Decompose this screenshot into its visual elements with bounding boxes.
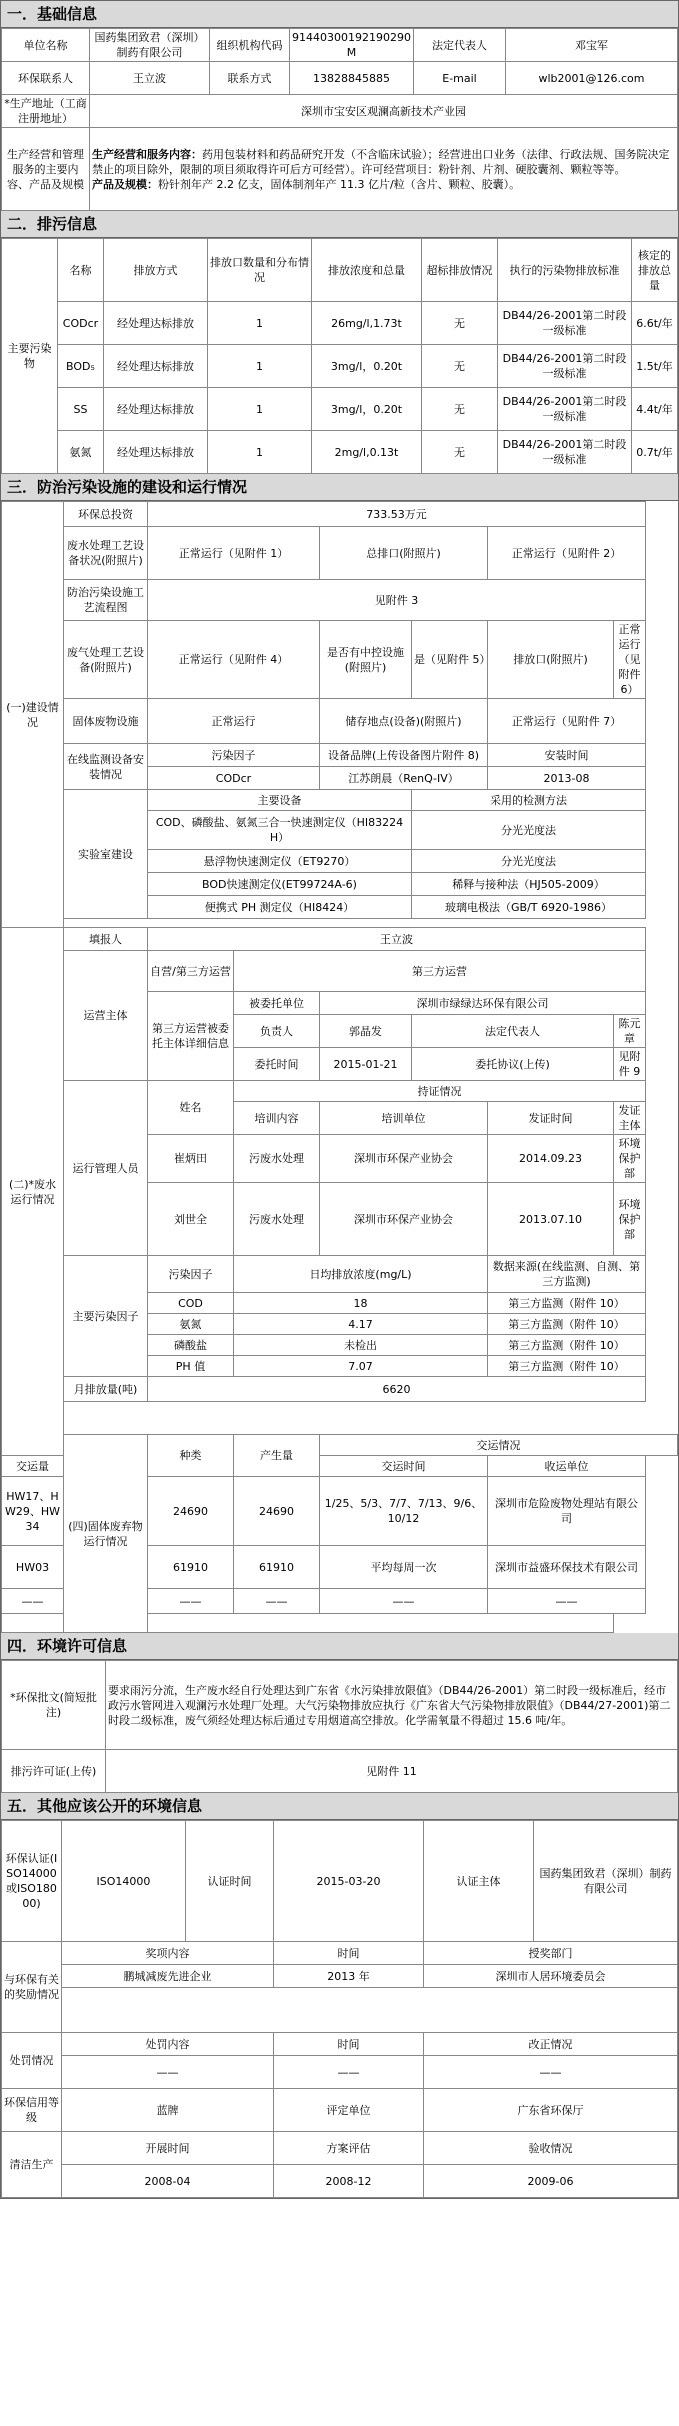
sw-ttime: —— xyxy=(320,1589,488,1614)
lab-device: BOD快速测定仪(ET99724A-6) xyxy=(148,873,412,896)
credit-label: 环保信用等级 xyxy=(2,2089,62,2132)
penalty-content: —— xyxy=(62,2056,274,2089)
self-label: 自营/第三方运营 xyxy=(148,951,234,992)
staff-label: 运行管理人员 xyxy=(64,1081,148,1256)
award-col-content: 奖项内容 xyxy=(62,1942,274,1965)
sw-receiver: 深圳市益盛环保技术有限公司 xyxy=(488,1546,646,1589)
emission-mode: 经处理达标排放 xyxy=(104,302,208,345)
filler-label: 填报人 xyxy=(64,928,148,951)
sw-col-kind: 种类 xyxy=(148,1435,234,1477)
clean-label: 清洁生产 xyxy=(2,2132,62,2198)
clean-col-eval: 方案评估 xyxy=(274,2132,424,2165)
section-5-title: 五．其他应该公开的环境信息 xyxy=(1,1793,678,1820)
agreement-value: 见附件 9 xyxy=(614,1048,646,1081)
rep-value: 陈元章 xyxy=(614,1015,646,1048)
construction-group-label: (一)建设情况 xyxy=(2,502,64,928)
exhaust-outlet-status: 正常运行（见附件 6） xyxy=(614,621,646,699)
entrust-time-value: 2015-01-21 xyxy=(320,1048,412,1081)
sw-col-amount: 产生量 xyxy=(234,1435,320,1477)
business-content-heading: 生产经营和服务内容： xyxy=(92,147,202,161)
tel-value: 13828845885 xyxy=(290,62,414,95)
penalty-time: —— xyxy=(274,2056,424,2089)
cert-col-content: 培训内容 xyxy=(234,1102,320,1135)
lab-method: 稀释与接种法（HJ505-2009） xyxy=(412,873,646,896)
storage-label: 储存地点(设备)(附照片) xyxy=(320,699,488,744)
poll-source: 第三方监测（附件 10） xyxy=(488,1335,646,1356)
penalty-fix: —— xyxy=(424,2056,678,2089)
poll-col-factor: 污染因子 xyxy=(148,1256,234,1293)
table-row xyxy=(2,302,678,345)
flow-label: 防治污染设施工艺流程图 xyxy=(64,580,148,621)
monthly-value: 6620 xyxy=(148,1377,646,1402)
poll-conc: 7.07 xyxy=(234,1356,488,1377)
poll-label: 主要污染因子 xyxy=(64,1256,148,1377)
monthly-label: 月排放量(吨) xyxy=(64,1377,148,1402)
wastewater-label: 废水处理工艺设备状况(附照片) xyxy=(64,527,148,580)
sw-kind: HW17、HW29、HW34 xyxy=(2,1477,64,1546)
penalty-col-content: 处罚内容 xyxy=(62,2033,274,2056)
clean-start: 2008-04 xyxy=(62,2165,274,2198)
lab-col-method: 采用的检测方法 xyxy=(412,790,646,811)
emission-mode: 经处理达标排放 xyxy=(104,345,208,388)
credit-unit-label: 评定单位 xyxy=(274,2089,424,2132)
approved-total: 0.7t/年 xyxy=(632,431,678,474)
poll-col-conc: 日均排放浓度(mg/L) xyxy=(234,1256,488,1293)
col-over: 超标排放情况 xyxy=(422,239,498,302)
staff-name: 崔炳田 xyxy=(148,1135,234,1183)
poll-source: 第三方监测（附件 10） xyxy=(488,1356,646,1377)
pollutant-name: CODcr xyxy=(58,302,104,345)
monitor-brand: 江苏朗晨（RenQ-IV） xyxy=(320,767,488,790)
eia-text: 要求雨污分流，生产废水经自行处理达到广东省《水污染排放限值》（DB44/26-2001）第二时段一级标准后，经市政污水管网进入观澜污水处理厂处理。大气污染物排放应执行《广东省大气污染物排放限值》（DB44/27-2001)第二时段二级标准，废气须经处理达标后通过专用烟道高空排放。化学需氧量不得超过 15.6 吨/年。 xyxy=(106,1661,678,1750)
col-name: 名称 xyxy=(58,239,104,302)
main-pollutant-label: 主要污染物 xyxy=(2,239,58,474)
poll-conc: 4.17 xyxy=(234,1314,488,1335)
cert-time-label: 认证时间 xyxy=(186,1821,274,1942)
staff-unit: 深圳市环保产业协会 xyxy=(320,1135,488,1183)
agreement-label: 委托协议(上传) xyxy=(412,1048,614,1081)
clean-eval: 2008-12 xyxy=(274,2165,424,2198)
facility-table xyxy=(1,501,678,1633)
cert-label: 持证情况 xyxy=(234,1081,646,1102)
staff-content: 污废水处理 xyxy=(234,1183,320,1256)
approved-total: 1.5t/年 xyxy=(632,345,678,388)
operator-label: 运营主体 xyxy=(64,951,148,1081)
award-col-time: 时间 xyxy=(274,1942,424,1965)
storage-status: 正常运行（见附件 7） xyxy=(488,699,646,744)
exhaust-outlet-label: 排放口(附照片) xyxy=(488,621,614,699)
org-value: 91440300192190290M xyxy=(290,29,414,62)
approved-total: 6.6t/年 xyxy=(632,302,678,345)
env-contact-value: 王立波 xyxy=(90,62,210,95)
poll-conc: 18 xyxy=(234,1293,488,1314)
sw-kind: —— xyxy=(2,1589,64,1614)
sw-amount: 24690 xyxy=(148,1477,234,1546)
section-4-title: 四．环境许可信息 xyxy=(1,1633,678,1660)
credit-unit: 广东省环保厅 xyxy=(424,2089,678,2132)
central-control-value: 是（见附件 5） xyxy=(412,621,488,699)
outlet-count: 1 xyxy=(208,345,312,388)
staff-name: 刘世全 xyxy=(148,1183,234,1256)
business-content-text: 药用包装材料和药品研究开发（不含临床试验）；经营进出口业务（法律、行政法规、国务院决定禁止的项目除外，限制的项目须取得许可后方可经营）。许可经营项目：粉针剂、片剂、硬胶囊剂、颗粒等等。 xyxy=(92,147,670,176)
emission-mode: 经处理达标排放 xyxy=(104,388,208,431)
monitor-time: 2013-08 xyxy=(488,767,646,790)
poll-factor: COD xyxy=(148,1293,234,1314)
person-label: 负责人 xyxy=(234,1015,320,1048)
award-label: 与环保有关的奖励情况 xyxy=(2,1942,62,2033)
credit-value: 蓝牌 xyxy=(62,2089,274,2132)
wastewater-status: 正常运行（见附件 1） xyxy=(148,527,320,580)
solid-waste-group-label: (四)固体废弃物运行情况 xyxy=(64,1435,148,1633)
concentration: 2mg/l,0.13t xyxy=(312,431,422,474)
over-limit: 无 xyxy=(422,345,498,388)
unit-value: 国药集团致君（深圳）制药有限公司 xyxy=(90,29,210,62)
sw-tamount: 61910 xyxy=(234,1546,320,1589)
invest-label: 环保总投资 xyxy=(64,502,148,527)
concentration: 26mg/l,1.73t xyxy=(312,302,422,345)
third-party-label: 第三方运营被委托主体详细信息 xyxy=(148,992,234,1081)
penalty-label: 处罚情况 xyxy=(2,2033,62,2089)
central-control-label: 是否有中控设施(附照片) xyxy=(320,621,412,699)
exhaust-status: 正常运行（见附件 4） xyxy=(148,621,320,699)
outlet-count: 1 xyxy=(208,388,312,431)
emission-table xyxy=(1,238,678,474)
main-outlet-label: 总排口(附照片) xyxy=(320,527,488,580)
business-value xyxy=(90,128,678,211)
sw-col-transport: 交运情况 xyxy=(320,1435,678,1456)
section-1-title: 一．基础信息 xyxy=(1,1,678,28)
staff-content: 污废水处理 xyxy=(234,1135,320,1183)
outlet-count: 1 xyxy=(208,431,312,474)
award-time: 2013 年 xyxy=(274,1965,424,1988)
monitor-col-factor: 污染因子 xyxy=(148,744,320,767)
sw-col-receiver: 收运单位 xyxy=(488,1456,646,1477)
cert-body: 国药集团致君（深圳）制药有限公司 xyxy=(534,1821,678,1942)
lab-method: 分光光度法 xyxy=(412,850,646,873)
address-label: *生产地址（工商注册地址） xyxy=(2,95,90,128)
address-value: 深圳市宝安区观澜高新技术产业园 xyxy=(90,95,678,128)
col-total: 核定的排放总量 xyxy=(632,239,678,302)
poll-source: 第三方监测（附件 10） xyxy=(488,1293,646,1314)
pollutant-name: 氨氮 xyxy=(58,431,104,474)
permit-label: 排污许可证(上传) xyxy=(2,1750,106,1793)
self-value: 第三方运营 xyxy=(234,951,646,992)
award-content: 鹏城减废先进企业 xyxy=(62,1965,274,1988)
person-value: 郭晶发 xyxy=(320,1015,412,1048)
over-limit: 无 xyxy=(422,431,498,474)
monitor-col-brand: 设备品牌(上传设备图片附件 8) xyxy=(320,744,488,767)
monitor-col-time: 安装时间 xyxy=(488,744,646,767)
poll-factor: 氨氮 xyxy=(148,1314,234,1335)
permit-value: 见附件 11 xyxy=(106,1750,678,1793)
approved-total: 4.4t/年 xyxy=(632,388,678,431)
rep-label: 法定代表人 xyxy=(412,1015,614,1048)
cert-label: 环保认证(ISO14000或ISO18000) xyxy=(2,1821,62,1942)
award-dept: 深圳市人居环境委员会 xyxy=(424,1965,678,1988)
sw-tamount: —— xyxy=(234,1589,320,1614)
basic-info-table xyxy=(1,28,678,211)
standard: DB44/26-2001第二时段一级标准 xyxy=(498,345,632,388)
lab-method: 玻璃电极法（GB/T 6920-1986） xyxy=(412,896,646,919)
sw-kind: HW03 xyxy=(2,1546,64,1589)
exhaust-label: 废气处理工艺设备(附照片) xyxy=(64,621,148,699)
over-limit: 无 xyxy=(422,388,498,431)
col-std: 执行的污染物排放标准 xyxy=(498,239,632,302)
table-row xyxy=(2,431,678,474)
sw-col-tamount: 交运量 xyxy=(2,1456,64,1477)
pollutant-name: SS xyxy=(58,388,104,431)
operation-group-label: (二)*废水运行情况 xyxy=(2,928,64,1456)
org-label: 组织机构代码 xyxy=(210,29,290,62)
staff-issuer: 环境保护部 xyxy=(614,1135,646,1183)
tel-label: 联系方式 xyxy=(210,62,290,95)
entrusted-value: 深圳市绿绿达环保有限公司 xyxy=(320,992,646,1015)
col-mode: 排放方式 xyxy=(104,239,208,302)
col-count: 排放口数量和分布情况 xyxy=(208,239,312,302)
unit-label: 单位名称 xyxy=(2,29,90,62)
business-label: 生产经营和管理服务的主要内容、产品及规模 xyxy=(2,128,90,211)
poll-conc: 未检出 xyxy=(234,1335,488,1356)
staff-name-label: 姓名 xyxy=(148,1081,234,1135)
staff-issuer: 环境保护部 xyxy=(614,1183,646,1256)
email-label: E-mail xyxy=(414,62,506,95)
cert-body-label: 认证主体 xyxy=(424,1821,534,1942)
poll-col-source: 数据来源(在线监测、自测、第三方监测) xyxy=(488,1256,646,1293)
penalty-col-time: 时间 xyxy=(274,2033,424,2056)
sw-col-ttime: 交运时间 xyxy=(320,1456,488,1477)
entrusted-label: 被委托单位 xyxy=(234,992,320,1015)
section-3-title: 三．防治污染设施的建设和运行情况 xyxy=(1,474,678,501)
cert-col-unit: 培训单位 xyxy=(320,1102,488,1135)
concentration: 3mg/l，0.20t xyxy=(312,345,422,388)
main-outlet-status: 正常运行（见附件 2） xyxy=(488,527,646,580)
col-conc: 排放浓度和总量 xyxy=(312,239,422,302)
permit-table xyxy=(1,1660,678,1793)
solid-status: 正常运行 xyxy=(148,699,320,744)
clean-accept: 2009-06 xyxy=(424,2165,678,2198)
lab-device: 便携式 PH 测定仪（HI8424） xyxy=(148,896,412,919)
award-col-dept: 授奖部门 xyxy=(424,1942,678,1965)
standard: DB44/26-2001第二时段一级标准 xyxy=(498,388,632,431)
table-row xyxy=(2,388,678,431)
invest-value: 733.53万元 xyxy=(148,502,646,527)
concentration: 3mg/l，0.20t xyxy=(312,388,422,431)
staff-date: 2013.07.10 xyxy=(488,1183,614,1256)
table-row xyxy=(2,345,678,388)
products-text: 粉针剂年产 2.2 亿支，固体制剂年产 11.3 亿片/粒（含片、颗粒、胶囊）。 xyxy=(158,177,521,191)
poll-factor: PH 值 xyxy=(148,1356,234,1377)
solid-label: 固体废物设施 xyxy=(64,699,148,744)
standard: DB44/26-2001第二时段一级标准 xyxy=(498,431,632,474)
over-limit: 无 xyxy=(422,302,498,345)
standard: DB44/26-2001第二时段一级标准 xyxy=(498,302,632,345)
sw-amount: 61910 xyxy=(148,1546,234,1589)
flow-value: 见附件 3 xyxy=(148,580,646,621)
section-2-title: 二．排污信息 xyxy=(1,211,678,238)
sw-amount: —— xyxy=(148,1589,234,1614)
eia-label: *环保批文(简短批注) xyxy=(2,1661,106,1750)
staff-date: 2014.09.23 xyxy=(488,1135,614,1183)
lab-label: 实验室建设 xyxy=(64,790,148,919)
lab-device: 悬浮物快速测定仪（ET9270） xyxy=(148,850,412,873)
monitor-label: 在线监测设备安装情况 xyxy=(64,744,148,790)
entrust-time-label: 委托时间 xyxy=(234,1048,320,1081)
pollutant-name: BOD₅ xyxy=(58,345,104,388)
sw-ttime: 1/25、5/3、7/7、7/13、9/6、10/12 xyxy=(320,1477,488,1546)
sw-tamount: 24690 xyxy=(234,1477,320,1546)
monitor-factor: CODcr xyxy=(148,767,320,790)
cert-col-issuer: 发证主体 xyxy=(614,1102,646,1135)
cert-col-date: 发证时间 xyxy=(488,1102,614,1135)
clean-col-accept: 验收情况 xyxy=(424,2132,678,2165)
env-contact-label: 环保联系人 xyxy=(2,62,90,95)
clean-col-start: 开展时间 xyxy=(62,2132,274,2165)
lab-device: COD、磷酸盐、氨氮三合一快速测定仪（HI83224H） xyxy=(148,811,412,850)
cert-value: ISO14000 xyxy=(62,1821,186,1942)
legal-value: 邓宝军 xyxy=(506,29,678,62)
lab-col-device: 主要设备 xyxy=(148,790,412,811)
sw-receiver: 深圳市危险废物处理站有限公司 xyxy=(488,1477,646,1546)
lab-method: 分光光度法 xyxy=(412,811,646,850)
sw-receiver: —— xyxy=(488,1589,646,1614)
penalty-col-fix: 改正情况 xyxy=(424,2033,678,2056)
legal-label: 法定代表人 xyxy=(414,29,506,62)
emission-mode: 经处理达标排放 xyxy=(104,431,208,474)
email-value: wlb2001@126.com xyxy=(506,62,678,95)
staff-unit: 深圳市环保产业协会 xyxy=(320,1183,488,1256)
products-heading: 产品及规模： xyxy=(92,177,158,191)
filler-value: 王立波 xyxy=(148,928,646,951)
poll-source: 第三方监测（附件 10） xyxy=(488,1314,646,1335)
cert-time: 2015-03-20 xyxy=(274,1821,424,1942)
sw-ttime: 平均每周一次 xyxy=(320,1546,488,1589)
outlet-count: 1 xyxy=(208,302,312,345)
other-info-table xyxy=(1,1820,678,2198)
poll-factor: 磷酸盐 xyxy=(148,1335,234,1356)
